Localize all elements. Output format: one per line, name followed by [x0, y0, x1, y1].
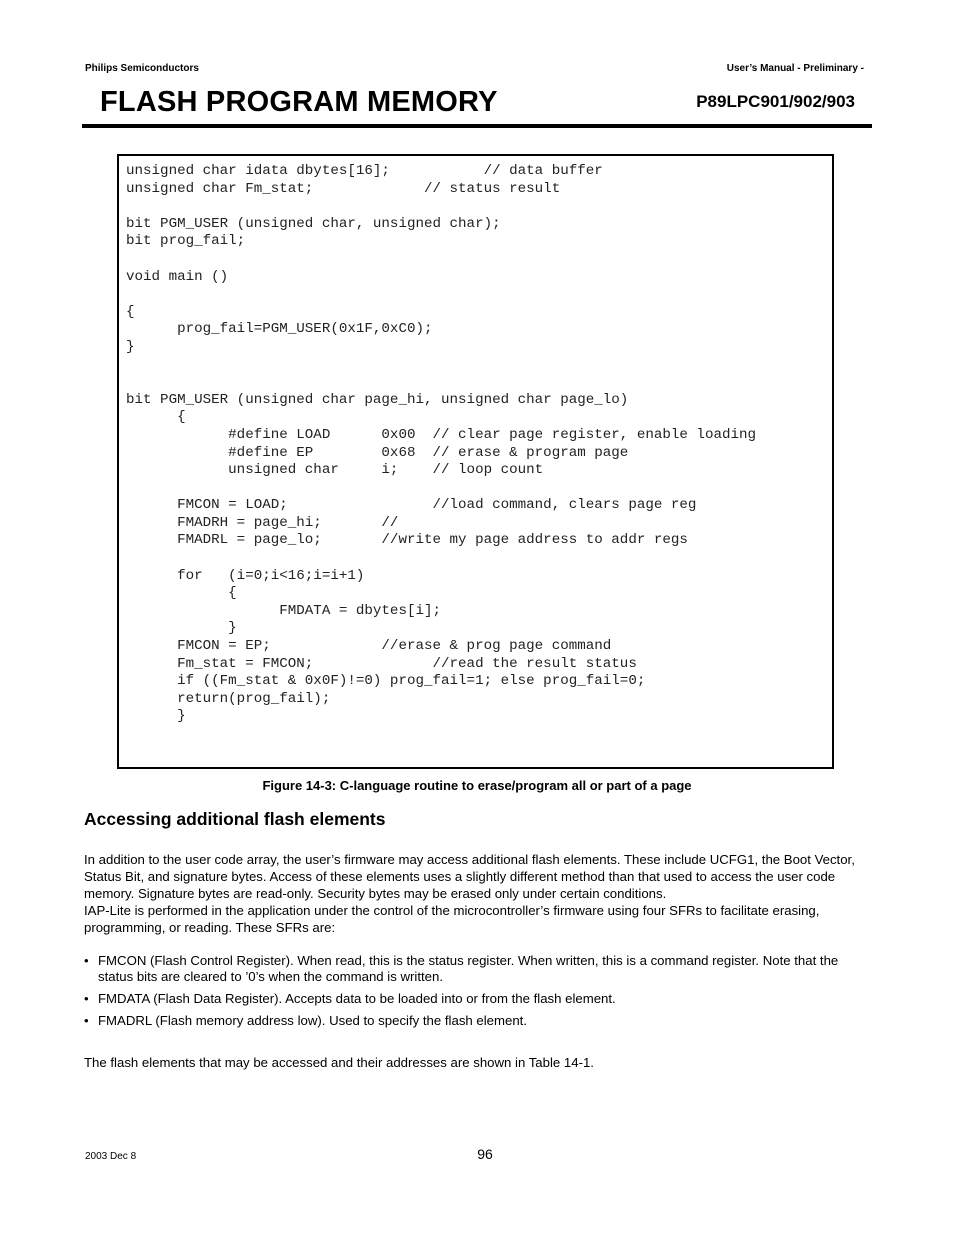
paragraph-intro: In addition to the user code array, the user’s firmware may access additional flash elements. These include UCFG1, the Boot Vector, Status Bit, and signature bytes. Access of these elements uses a slightly different method than that used to access the user code memory. Signature bytes are read-only. Security bytes may be erased only under certain conditions. [84, 852, 855, 901]
list-item [84, 1013, 874, 1029]
page-number: 96 [477, 1146, 493, 1162]
header-manual-status: User’s Manual - Preliminary - [726, 63, 864, 74]
header-company: Philips Semiconductors [85, 63, 199, 74]
footer-date: 2003 Dec 8 [85, 1151, 137, 1162]
part-number: P89LPC901/902/903 [696, 92, 855, 111]
list-item [84, 991, 874, 1007]
sfr-list [84, 953, 874, 1035]
section-heading: Accessing additional flash elements [84, 809, 386, 829]
bullet-marker: • [84, 1013, 89, 1028]
page-title: FLASH PROGRAM MEMORY [100, 86, 498, 118]
paragraph-iap-lite: IAP-Lite is performed in the application under the control of the microcontroller’s firmware using four SFRs to facilitate erasing, programming, or reading. These SFRs are: [84, 903, 820, 935]
list-item-text: FMCON (Flash Control Register). When read, this is the status register. When written, this is a command register. Note that the status bits are cleared to ’0’s when the command is written. [98, 953, 839, 984]
header-rule [82, 124, 872, 128]
list-item-text: FMADRL (Flash memory address low). Used to specify the flash element. [98, 1013, 527, 1028]
code-listing: unsigned char idata dbytes[16]; // data buffer unsigned char Fm_stat; // status result bit PGM_USER (unsigned char, unsigned char); bit prog_fail; void main () { prog_fail=PGM_USER(0x1F,0xC0); } bit PGM_USER (unsigned char page_hi, unsigned char page_lo) { #define LOAD 0x00 // clear page register, enable loading #define EP 0x68 // erase & program page unsigned char i; // loop count FMCON = LOAD; //load command, clears page reg FMADRH = page_hi; // FMADRL = page_lo; //write my page address to addr regs for (i=0;i<16;i=i+1) { FMDATA = dbytes[i]; } FMCON = EP; //erase & prog page command Fm_stat = FMCON; //read the result status if ((Fm_stat & 0x0F)!=0) prog_fail=1; else prog_fail=0; return(prog_fail); } [126, 163, 757, 725]
list-item-text: FMDATA (Flash Data Register). Accepts data to be loaded into or from the flash element. [98, 991, 616, 1006]
figure-caption: Figure 14-3: C-language routine to erase/program all or part of a page [262, 778, 692, 793]
bullet-marker: • [84, 991, 89, 1006]
code-listing-box [117, 154, 834, 769]
paragraph-table-reference: The flash elements that may be accessed and their addresses are shown in Table 14-1. [84, 1055, 594, 1070]
bullet-marker: • [84, 953, 89, 968]
list-item [84, 953, 874, 985]
